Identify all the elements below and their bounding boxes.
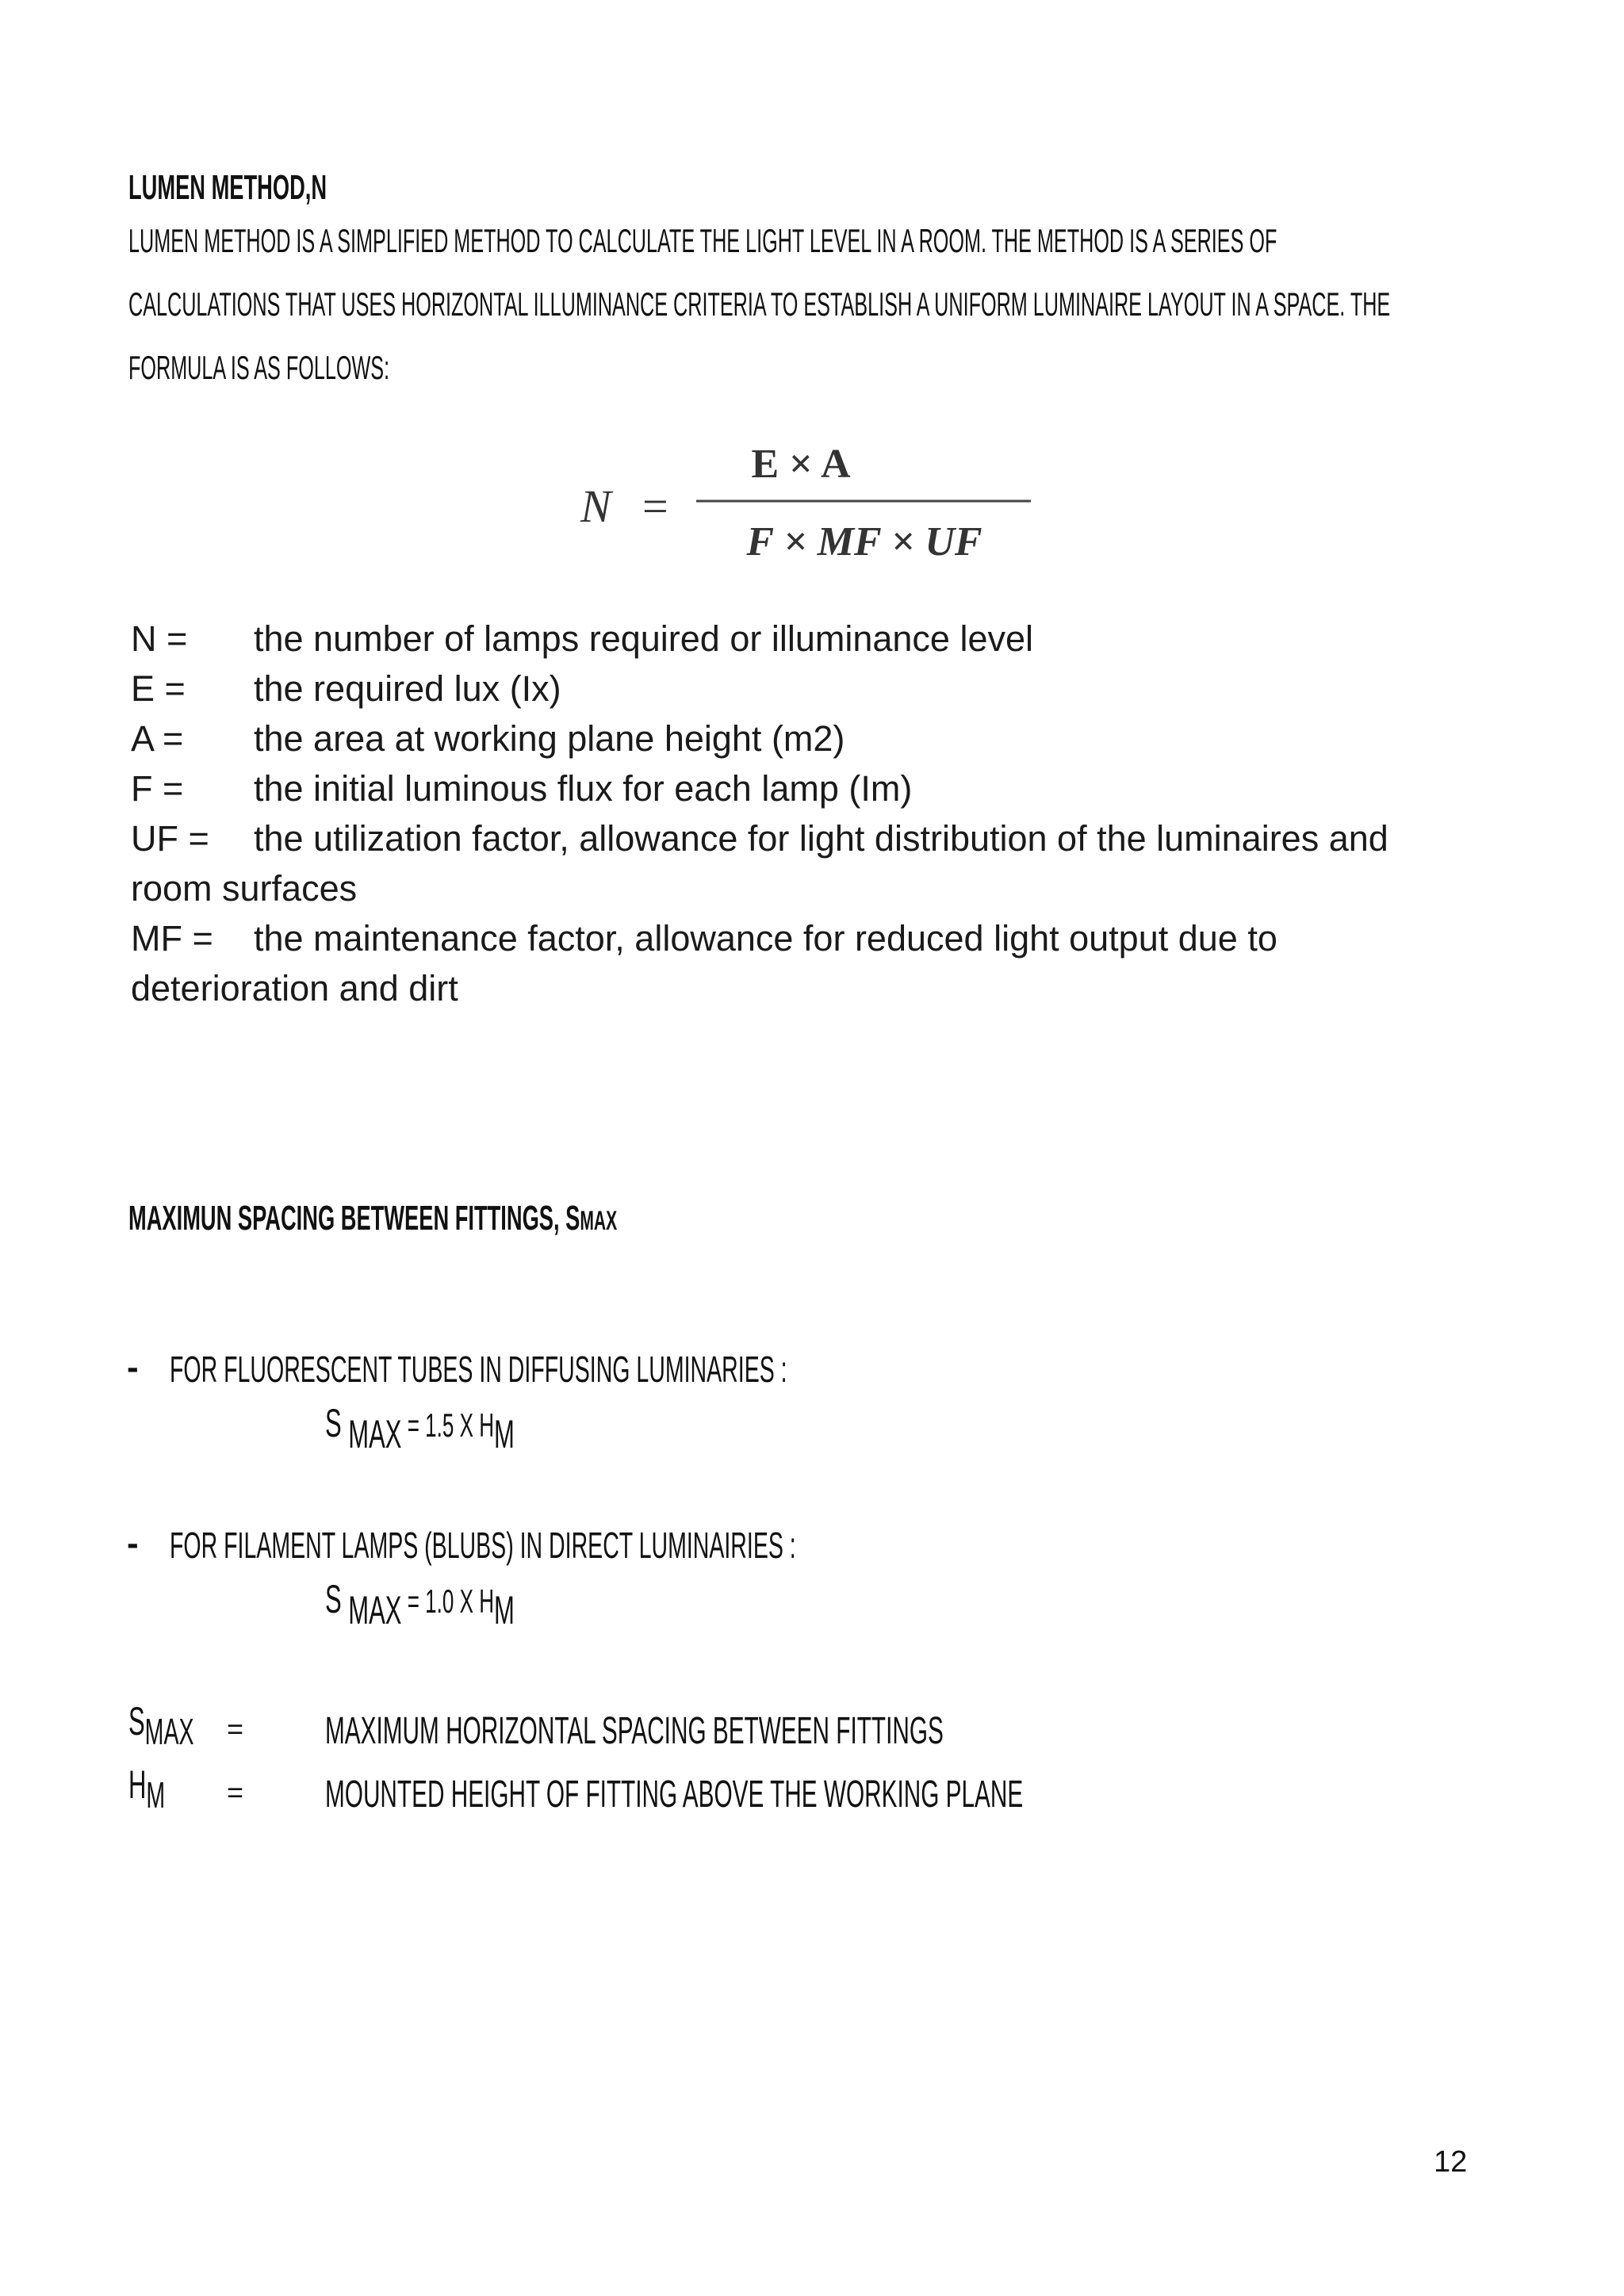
definition-symbol: E = <box>131 668 186 709</box>
formula-h-subscript: M <box>494 1588 515 1632</box>
legend-symbol-letter: H <box>128 1762 147 1807</box>
section-heading-lumen-method: LUMEN METHOD,N <box>128 168 327 207</box>
definition-continuation: room surfaces <box>131 868 358 909</box>
formula-s: S <box>325 1577 342 1621</box>
legend-symbol-letter: S <box>128 1699 145 1743</box>
formula-s-subscript: MAX <box>348 1588 402 1632</box>
formula-s-subscript: MAX <box>348 1412 402 1456</box>
definition-text: the utilization factor, allowance for light distribution of the luminaires and <box>254 818 1388 859</box>
formula-equals: = <box>642 480 668 532</box>
legend-symbol-subscript: M <box>146 1774 166 1816</box>
legend-symbol-subscript: MAX <box>144 1711 194 1752</box>
definition-symbol: UF = <box>131 818 209 859</box>
heading-subscript: MAX <box>580 1206 618 1236</box>
intro-line: FORMULA IS AS FOLLOWS: <box>128 349 390 386</box>
heading-main-text: MAXIMUN SPACING BETWEEN FITTINGS, S <box>128 1199 580 1238</box>
legend-symbol <box>128 1762 166 1816</box>
definition-symbol: A = <box>131 718 184 759</box>
intro-line: LUMEN METHOD IS A SIMPLIFIED METHOD TO CALCULATE THE LIGHT LEVEL IN A ROOM. THE METHOD IS A SERIES OF <box>128 222 1277 259</box>
definition-symbol: MF = <box>131 918 213 959</box>
definition-continuation: deterioration and dirt <box>131 968 458 1008</box>
intro-line: CALCULATIONS THAT USES HORIZONTAL ILLUMINANCE CRITERIA TO ESTABLISH A UNIFORM LUMINAIRE LAYOUT IN A SPACE. THE <box>128 285 1391 323</box>
definition-text: the required lux (Ix) <box>254 668 561 709</box>
bullet-text: FOR FLUORESCENT TUBES IN DIFFUSING LUMINARIES : <box>170 1349 787 1390</box>
bullet-dash: - <box>127 1348 139 1387</box>
legend-equals: = <box>227 1712 244 1745</box>
legend-definition: MAXIMUM HORIZONTAL SPACING BETWEEN FITTINGS <box>325 1710 944 1752</box>
section-heading-max-spacing <box>128 1199 617 1238</box>
legend-equals: = <box>227 1776 244 1808</box>
definition-symbol: F = <box>131 768 184 809</box>
bullet-dash: - <box>127 1524 139 1563</box>
definition-text: the number of lamps required or illuminance level <box>254 618 1033 659</box>
spacing-formula <box>325 1400 515 1456</box>
legend-symbol <box>128 1698 194 1752</box>
legend-definition: MOUNTED HEIGHT OF FITTING ABOVE THE WORKING PLANE <box>325 1774 1024 1816</box>
formula-middle: = 1.0 X H <box>401 1582 495 1620</box>
definition-symbol: N = <box>131 618 188 659</box>
formula-lhs: N <box>580 480 611 532</box>
formula-middle: = 1.5 X H <box>401 1406 495 1444</box>
definition-text: the maintenance factor, allowance for reduced light output due to <box>254 918 1277 959</box>
bullet-text: FOR FILAMENT LAMPS (BLUBS) IN DIRECT LUMINAIRIES : <box>170 1525 796 1566</box>
formula-numerator: E × A <box>751 442 851 487</box>
formula-s: S <box>325 1401 342 1445</box>
formula-denominator: F × MF × UF <box>746 519 982 564</box>
formula-h-subscript: M <box>494 1412 515 1456</box>
lumen-formula-figure <box>555 428 1071 587</box>
page-number: 12 <box>1434 2145 1468 2179</box>
spacing-formula <box>325 1576 515 1632</box>
definition-text: the initial luminous flux for each lamp (Im) <box>254 768 913 809</box>
definition-text: the area at working plane height (m2) <box>254 718 845 759</box>
